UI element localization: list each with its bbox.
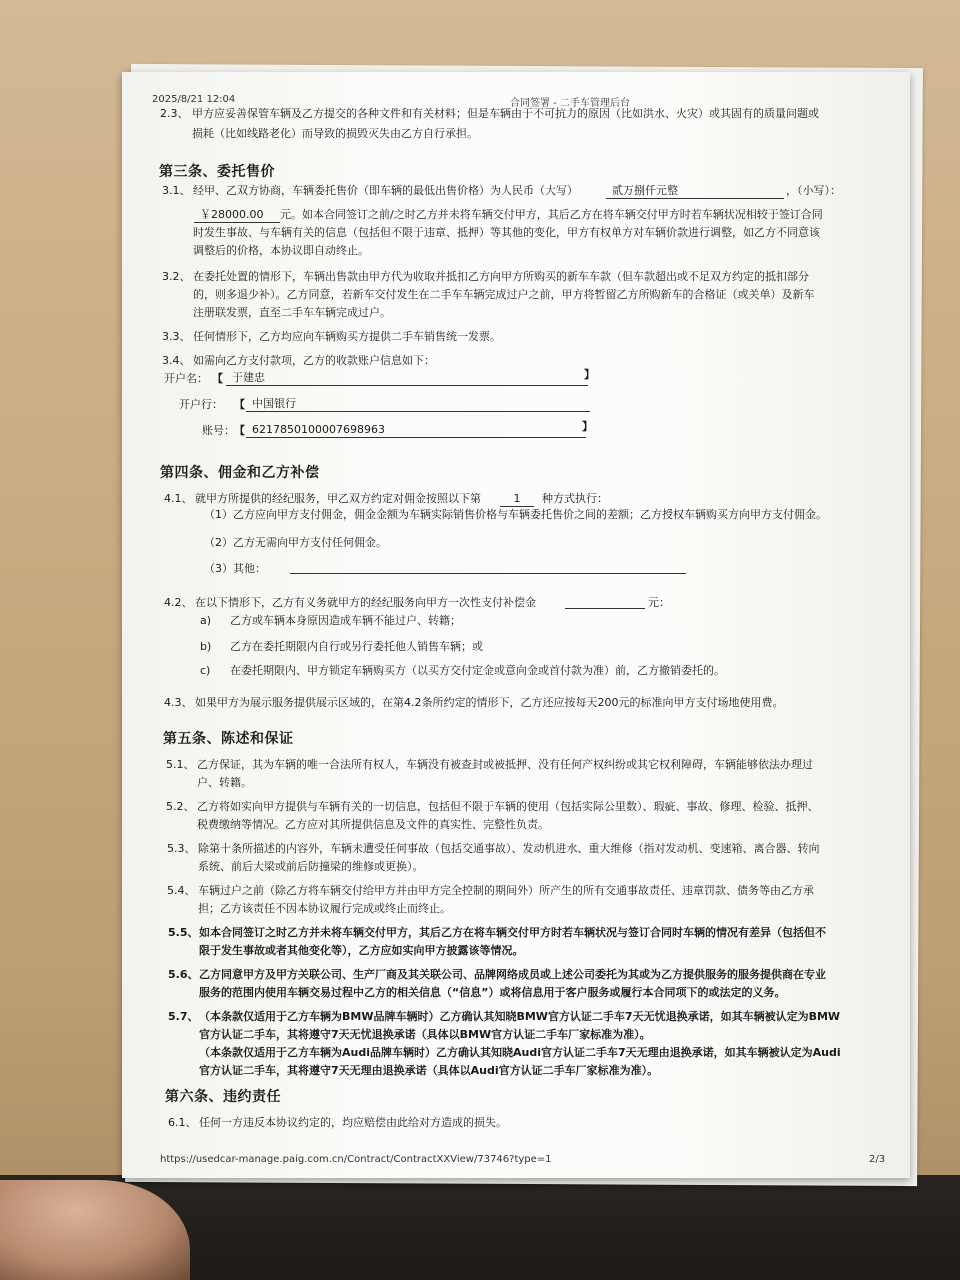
clause-text: 除第十条所描述的内容外，车辆未遭受任何事故（包括交通事故）、发动机进水、重大维修（指对发动机、变速箱、离合器、转向	[198, 842, 820, 855]
compensation-blank-line	[565, 608, 645, 609]
clause-number: 5.5、	[168, 926, 199, 939]
clause-number: 3.3、	[162, 330, 191, 343]
bank-label: 开户行：	[179, 398, 223, 411]
bracket-open: 【	[234, 398, 245, 411]
item-text: 乙方或车辆本身原因造成车辆不能过户、转籍；	[230, 614, 461, 627]
clause-text: 担；乙方该责任不因本协议履行完成或终止而终止。	[198, 902, 451, 915]
clause-text: 的，则多退少补）。乙方同意，若新车交付发生在二手车车辆完成过户之前，甲方将暂留乙方所购新车的合格证（或关单）及新车	[193, 288, 815, 301]
account-number-label: 账号：	[202, 424, 235, 437]
clause-text: 注册联发票，直至二手车车辆完成过户。	[193, 306, 391, 319]
clause-text: 系统、前后大梁或前后防撞梁的维修或更换）。	[198, 860, 424, 873]
clause-text: 任何情形下，乙方均应向车辆购买方提供二手车销售统一发票。	[193, 330, 501, 343]
clause-text: 在以下情形下，乙方有义务就甲方的经纪服务向甲方一次性支付补偿金	[195, 596, 536, 609]
clause-number: 4.3、	[164, 696, 193, 709]
clause-number: 4.1、	[164, 492, 193, 505]
option-2: （2）乙方无需向甲方支付任何佣金。	[204, 536, 387, 549]
account-holder-field: 于建忠	[226, 371, 588, 386]
clause-text-bold: （本条款仅适用于乙方车辆为Audi品牌车辆时）乙方确认其知晓Audi官方认证二手车7天无理由退换承诺，如其车辆被认定为Audi	[199, 1046, 841, 1059]
page-number: 2/3	[869, 1154, 886, 1165]
clause-text-bold: 如本合同签订之时乙方并未将车辆交付甲方，其后乙方在将车辆交付甲方时若车辆状况与签订合同时车辆的情况有差异（包括但不	[199, 926, 826, 939]
clause-text: 种方式执行：	[542, 492, 608, 505]
other-blank-line	[290, 573, 686, 574]
clause-text-bold: （本条款仅适用于乙方车辆为BMW品牌车辆时）乙方确认其知晓BMW官方认证二手车7天无忧退换承诺，如其车辆被认定为BMW	[199, 1010, 841, 1023]
clause-text-bold: 服务的范围内使用车辆交易过程中乙方的相关信息（“信息”）或将信息用于客户服务或履行本合同项下的或法定的义务。	[199, 986, 786, 999]
item-text: 乙方在委托期限内自行或另行委托他人销售车辆；或	[230, 640, 483, 653]
clause-text: 在委托处置的情形下，车辆出售款由甲方代为收取并抵扣乙方向甲方所购买的新车车款（但车款超出或不足双方约定的抵扣部分	[193, 270, 809, 283]
clause-text-bold: 官方认证二手车，其将遵守7天无理由退换承诺（具体以Audi官方认证二手车厂家标准为准）。	[199, 1064, 659, 1077]
account-number-field: 6217850100007698963	[246, 423, 586, 438]
clause-text: 任何一方违反本协议约定的，均应赔偿由此给对方造成的损失。	[199, 1116, 507, 1129]
clause-text: 乙方保证，其为车辆的唯一合法所有权人，车辆没有被查封或被抵押、没有任何产权纠纷或其它权利障碍，车辆能够依法办理过	[197, 758, 813, 771]
print-title: 合同签署 - 二手车管理后台	[510, 98, 630, 109]
bracket-close: 】	[582, 420, 593, 433]
clause-number: 3.1、	[162, 184, 191, 197]
clause-text-bold: 限于发生事故或者其他变化等），乙方应如实向甲方披露该等情况。	[199, 944, 524, 957]
clause-text: 如需向乙方支付款项，乙方的收款账户信息如下：	[193, 354, 435, 367]
clause-number: 5.1、	[166, 758, 195, 771]
clause-text: 如果甲方为展示服务提供展示区域的，在第4.2条所约定的情形下，乙方还应按每天200元的标准向甲方支付场地使用费。	[195, 696, 784, 709]
price-uppercase-field: 贰万捌仟元整	[606, 184, 784, 199]
option-3: （3）其他：	[204, 562, 266, 575]
print-url: https://usedcar-manage.paig.com.cn/Contract/ContractXXView/73746?type=1	[160, 1154, 552, 1165]
section-title: 第四条、佣金和乙方补偿	[160, 465, 320, 481]
clause-number: 5.2、	[166, 800, 195, 813]
item-label: a)	[200, 614, 212, 627]
bracket-close: 】	[584, 368, 595, 381]
clause-text: 乙方将如实向甲方提供与车辆有关的一切信息，包括但不限于车辆的使用（包括实际公里数）、瑕疵、事故、修理、检验、抵押、	[197, 800, 819, 813]
bracket-open: 【	[212, 372, 223, 385]
clause-text: 元。如本合同签订之前/之时乙方并未将车辆交付甲方，其后乙方在将车辆交付甲方时若车辆状况相较于签订合同	[280, 208, 823, 221]
clause-number: 4.2、	[164, 596, 193, 609]
clause-text-bold: 官方认证二手车，其将遵守7天无忧退换承诺（具体以BMW官方认证二手车厂家标准为准）。	[199, 1028, 651, 1041]
clause-text: 车辆过户之前（除乙方将车辆交付给甲方并由甲方完全控制的期间外）所产生的所有交通事故责任、违章罚款、债务等由乙方承	[198, 884, 814, 897]
section-title: 第六条、违约责任	[165, 1089, 281, 1105]
clause-number: 5.3、	[167, 842, 196, 855]
item-label: c)	[200, 664, 211, 677]
clause-text: 损耗（比如线路老化）而导致的损毁灭失由乙方自行承担。	[192, 127, 478, 140]
clause-number: 5.7、	[168, 1010, 199, 1023]
section-title: 第三条、委托售价	[159, 164, 275, 180]
account-holder-label: 开户名：	[164, 372, 208, 385]
commission-option-field: 1	[500, 492, 534, 507]
clause-text: 调整后的价格，本协议即自动终止。	[193, 244, 369, 257]
clause-text-bold: 乙方同意甲方及甲方关联公司、生产厂商及其关联公司、品牌网络成员或上述公司委托为其或为乙方提供服务的服务提供商在专业	[199, 968, 826, 981]
clause-text: 元：	[648, 596, 670, 609]
clause-text: 就甲方所提供的经纪服务，甲乙双方约定对佣金按照以下第	[195, 492, 481, 505]
clause-number: 5.6、	[168, 968, 199, 981]
clause-text: 甲方应妥善保管车辆及乙方提交的各种文件和有关材料；但是车辆由于不可抗力的原因（比如洪水、火灾）或其固有的质量问题或	[192, 107, 819, 120]
bracket-open: 【	[234, 424, 245, 437]
price-lowercase-field: ￥28000.00	[194, 208, 280, 223]
clause-text: 经甲、乙双方协商，车辆委托售价（即车辆的最低出售价格）为人民币（大写）	[193, 184, 578, 197]
option-1: （1）乙方应向甲方支付佣金，佣金金额为车辆实际销售价格与车辆委托售价之间的差额；乙方授权车辆购买方向甲方支付佣金。	[204, 508, 827, 521]
clause-text: 税费缴纳等情况。乙方应对其所提供信息及文件的真实性、完整性负责。	[197, 818, 549, 831]
item-label: b)	[200, 640, 212, 653]
clause-text: ，（小写）：	[786, 184, 841, 197]
section-title: 第五条、陈述和保证	[163, 731, 294, 747]
clause-number: 3.4、	[162, 354, 191, 367]
bank-field: 中国银行	[246, 397, 590, 412]
contract-page	[122, 72, 910, 1178]
clause-text: 时发生事故、与车辆有关的信息（包括但不限于违章、抵押）等其他的变化，甲方有权单方对车辆价款进行调整，如乙方不同意该	[193, 226, 820, 239]
clause-number: 3.2、	[162, 270, 191, 283]
clause-number: 2.3、	[160, 107, 189, 120]
clause-text: 户、转籍。	[197, 776, 252, 789]
item-text: 在委托期限内、甲方锁定车辆购买方（以买方交付定金或意向金或首付款为准）前，乙方撤销委托的。	[230, 664, 725, 677]
print-datetime: 2025/8/21 12:04	[152, 94, 236, 105]
clause-number: 5.4、	[167, 884, 196, 897]
clause-number: 6.1、	[168, 1116, 197, 1129]
